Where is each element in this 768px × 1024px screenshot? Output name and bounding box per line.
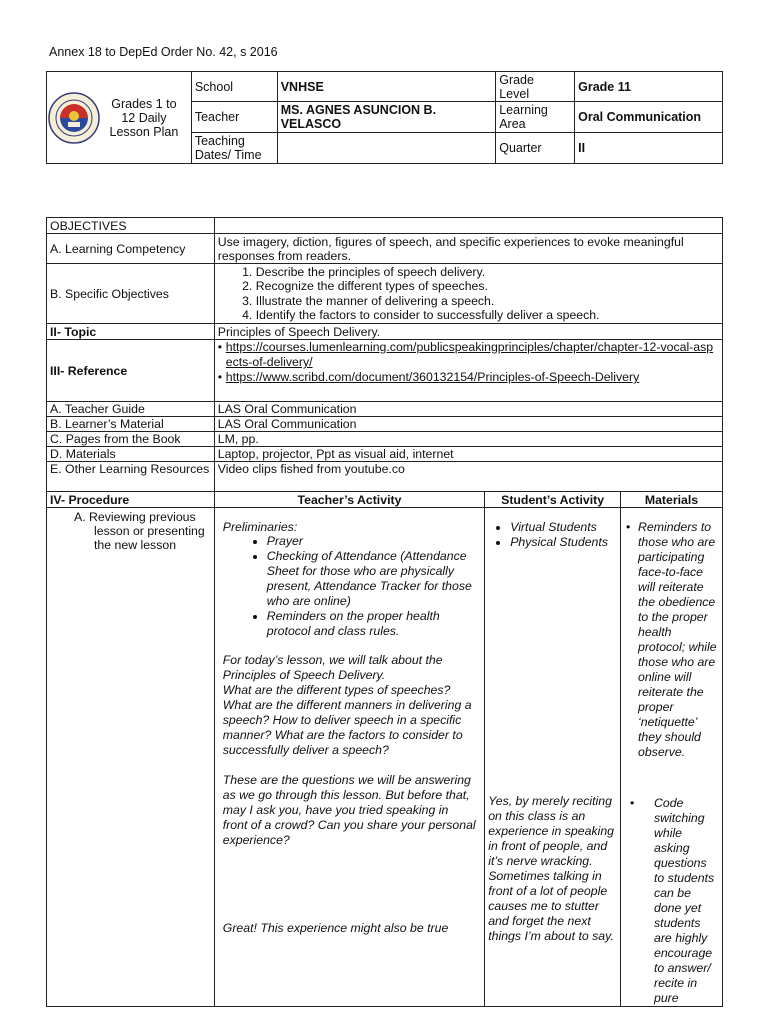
procedure-label: IV- Procedure (47, 492, 215, 508)
lesson-plan-table (46, 217, 723, 1007)
teacher-label: Teacher (191, 102, 277, 133)
student-item: • Virtual Students (510, 520, 617, 535)
teacher-value: MS. AGNES ASUNCION B. VELASCO (277, 102, 496, 133)
teacher-paragraph: For today’s lesson, we will talk about the Principles of Speech Delivery. (222, 653, 443, 682)
reference-link[interactable]: https://www.scribd.com/document/360132154/Principles-of-Speech-Delivery (225, 370, 640, 384)
preliminaries-label: Preliminaries: (222, 520, 298, 534)
competency-text: Use imagery, diction, figures of speech, and specific experiences to evoke meaningful responses from readers. (214, 234, 722, 264)
materials-cell: • Reminders to those who are participating face-to-face will reiterate the obedience to the proper health protocol; while those who are online will reiterate the proper ‘netiquette’ they should observe. • Code switching while asking questions to students can be done yet students are highly encourage to answer/ recite in pure (621, 508, 723, 1007)
teacher-activity-cell (214, 508, 484, 1007)
materials-note: Reminders to those who are participating face-to-face will reiterate the obedience to the proper health protocol; while those who are online will reiterate the proper ‘netiquette’ they should observe. (638, 520, 717, 759)
header-table (46, 71, 723, 164)
annex-title: Annex 18 to DepEd Order No. 42, s 2016 (49, 45, 278, 59)
student-response: Yes, by merely reciting on this class is an experience in speaking in front of people, and it’s nerve wracking. Sometimes talking in front of a lot of people causes me to stutter and forget the next things I’m about to say. (488, 794, 615, 943)
learning-area-label: Learning Area (496, 102, 575, 133)
plan-title-line: Lesson Plan (109, 124, 179, 139)
resource-value: Video clips fished from youtube.co (214, 462, 722, 492)
resource-value: LAS Oral Communication (214, 417, 722, 432)
objective-item: 4. Identify the factors to consider to successfully deliver a speech. (256, 308, 719, 323)
objectives-heading-blank (214, 218, 722, 234)
teacher-paragraph: Great! This experience might also be true (222, 921, 449, 935)
student-activity-cell (485, 508, 621, 1007)
reference-links: • https://courses.lumenlearning.com/publicspeakingprinciples/chapter/chapter-12-vocal-aspects-of-delivery/ • https://www.scribd.com/document/360132154/Principles-of-Speech-Delivery (214, 340, 722, 402)
deped-seal-icon (48, 92, 100, 144)
resource-value: LM, pp. (214, 432, 722, 447)
teacher-activity-header: Teacher’s Activity (214, 492, 484, 508)
resource-label: B. Learner’s Material (47, 417, 215, 432)
competency-label: A. Learning Competency (47, 234, 215, 264)
resource-value: LAS Oral Communication (214, 402, 722, 417)
specific-objectives-list (214, 264, 722, 324)
objectives-heading: OBJECTIVES (47, 218, 215, 234)
specific-objectives-label: B. Specific Objectives (47, 264, 215, 324)
resource-label: C. Pages from the Book (47, 432, 215, 447)
prelim-item: • Checking of Attendance (Attendance Sheet for those who are physically present, Attendance Tracker for those who are online) (267, 549, 476, 609)
materials-note: Code switching while asking questions to students can be done yet students are highly encourage to answer/ recite in pure (654, 796, 715, 1005)
quarter-label: Quarter (496, 133, 575, 164)
objective-item: 3. Illustrate the manner of delivering a speech. (256, 294, 719, 309)
quarter-value: II (575, 133, 723, 164)
grade-level-value: Grade 11 (575, 72, 723, 102)
topic-label: II- Topic (47, 324, 215, 340)
reference-link[interactable]: https://courses.lumenlearning.com/publicspeakingprinciples/chapter/chapter-12-vocal-aspects-of-delivery/ (225, 340, 714, 369)
materials-header: Materials (621, 492, 723, 508)
grade-level-label: Grade Level (496, 72, 575, 102)
prelim-item: • Reminders on the proper health protocol and class rules. (267, 609, 476, 639)
teacher-paragraph: What are the different types of speeches? What are the different manners in delivering a speech? How to deliver speech in a specific manner? What are the factors to consider to successfully deliver a speech? (222, 683, 472, 757)
logo-title-cell (47, 72, 192, 164)
student-item: • Physical Students (510, 535, 617, 550)
school-label: School (191, 72, 277, 102)
plan-title-line: Grades 1 to (111, 96, 177, 111)
resource-value: Laptop, projector, Ppt as visual aid, internet (214, 447, 722, 462)
prelim-item: • Prayer (267, 534, 476, 549)
resource-label: E. Other Learning Resources (47, 462, 215, 492)
school-value: VNHSE (277, 72, 496, 102)
resource-label: D. Materials (47, 447, 215, 462)
dates-value (277, 133, 496, 164)
student-activity-header: Student’s Activity (485, 492, 621, 508)
dates-label: Teaching Dates/ Time (191, 133, 277, 164)
plan-title-line: 12 Daily (121, 110, 167, 125)
topic-value: Principles of Speech Delivery. (214, 324, 722, 340)
objective-item: 1. Describe the principles of speech delivery. (256, 265, 719, 280)
step-a-label: A. Reviewing previous lesson or presenting the new lesson (47, 508, 215, 1007)
teacher-paragraph: These are the questions we will be answering as we go through this lesson. But before that, may I ask you, have you tried speaking in front of a crowd? Can you share your personal experience? (222, 773, 476, 847)
learning-area-value: Oral Communication (575, 102, 723, 133)
objective-item: 2. Recognize the different types of speeches. (256, 279, 719, 294)
reference-label: III- Reference (47, 340, 215, 402)
resource-label: A. Teacher Guide (47, 402, 215, 417)
